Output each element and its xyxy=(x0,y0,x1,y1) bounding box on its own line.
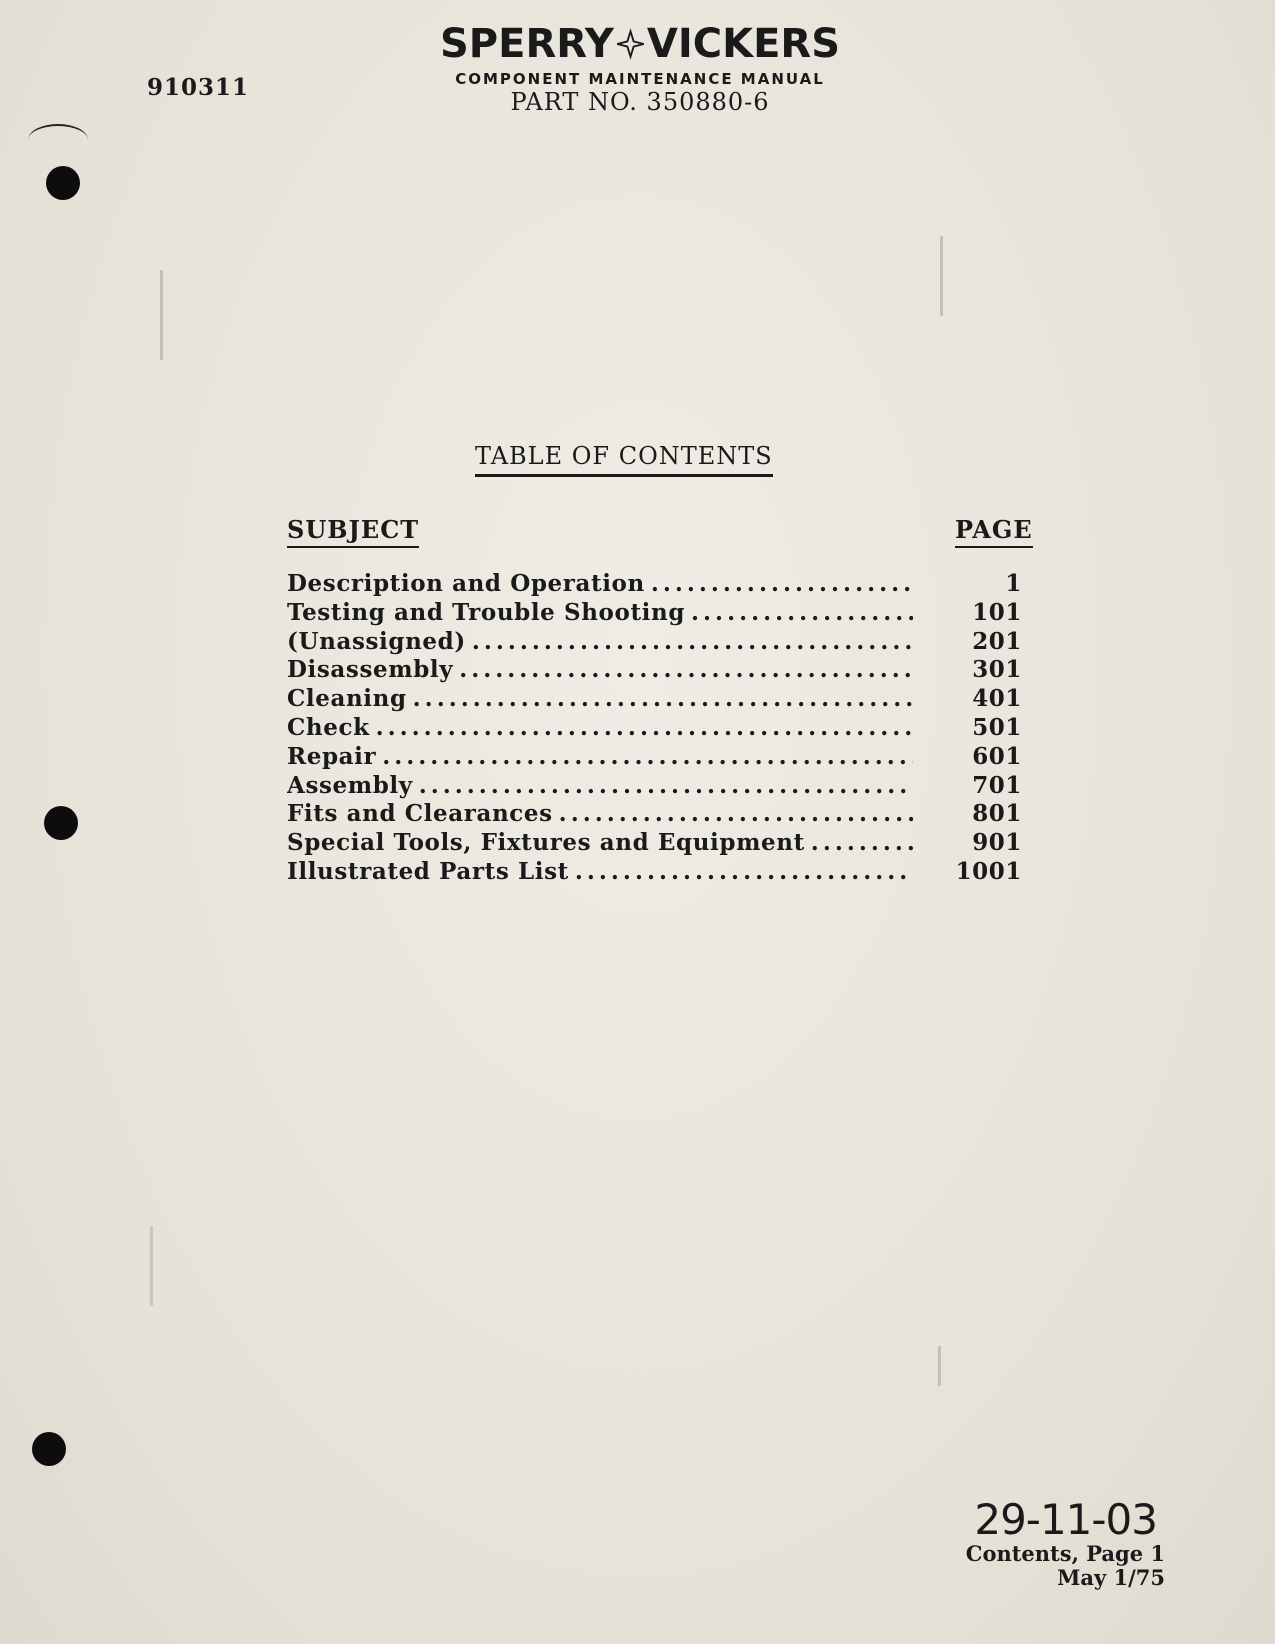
chapter-code: 29-11-03 xyxy=(974,1495,1157,1544)
toc-page-number: 1001 xyxy=(955,857,1022,885)
punch-hole-icon xyxy=(44,806,78,840)
toc-row xyxy=(287,628,1022,657)
punch-hole-icon xyxy=(46,166,80,200)
toc-subject: Testing and Trouble Shooting . . . xyxy=(287,599,913,626)
toc-subject: Cleaning . . . xyxy=(287,685,913,712)
toc-subject: Assembly . . . xyxy=(287,772,913,799)
toc-row xyxy=(287,829,1022,858)
toc-page-number: 1 xyxy=(1005,570,1022,597)
toc-row xyxy=(287,656,1022,685)
scan-artifact xyxy=(938,1346,941,1386)
manual-type: COMPONENT MAINTENANCE MANUAL xyxy=(455,70,825,88)
brand-logo xyxy=(440,22,840,66)
document-header xyxy=(440,22,840,116)
brand-star-icon xyxy=(616,22,645,66)
toc-row xyxy=(287,772,1022,801)
toc-row xyxy=(287,599,1022,628)
page-label: Contents, Page 1 xyxy=(965,1541,1165,1566)
toc-page-number: 601 xyxy=(972,742,1022,770)
part-number: PART NO. 350880-6 xyxy=(510,88,770,116)
toc-row xyxy=(287,800,1022,829)
toc-row xyxy=(287,570,1022,599)
toc-subject: Check . . . xyxy=(287,714,913,741)
toc-page-number: 801 xyxy=(972,800,1022,828)
toc-subject: Fits and Clearances . . . xyxy=(287,800,913,827)
toc-page-number: 901 xyxy=(972,829,1022,857)
revision-date: May 1/75 xyxy=(1057,1565,1165,1590)
toc-subject: (Unassigned) . . . xyxy=(287,628,913,655)
document-id: 910311 xyxy=(147,74,250,101)
binder-mark xyxy=(28,124,88,156)
toc-subject: Special Tools, Fixtures and Equipment . . . xyxy=(287,829,913,856)
toc-subject: Description and Operation . . . xyxy=(287,570,913,597)
toc-page-number: 201 xyxy=(972,627,1022,655)
punch-hole-icon xyxy=(32,1432,66,1466)
toc-page-number: 401 xyxy=(972,685,1022,713)
toc-page-number: 301 xyxy=(972,656,1022,684)
toc-subject: Repair . . . xyxy=(287,743,913,770)
page-header: PAGE xyxy=(955,515,1033,548)
scan-artifact xyxy=(940,236,943,316)
toc-row xyxy=(287,858,1022,887)
toc-page-number: 101 xyxy=(972,598,1022,626)
brand-left: SPERRY xyxy=(440,21,614,67)
toc-row xyxy=(287,743,1022,772)
toc-title: TABLE OF CONTENTS xyxy=(475,442,773,477)
toc-row xyxy=(287,714,1022,743)
subject-header: SUBJECT xyxy=(287,515,419,548)
scan-artifact xyxy=(150,1226,153,1306)
page-footer xyxy=(965,1495,1165,1590)
toc-list xyxy=(287,570,1022,887)
toc-subject: Illustrated Parts List . . . xyxy=(287,858,913,885)
toc-page-number: 701 xyxy=(972,771,1022,799)
toc-subject: Disassembly . . . xyxy=(287,656,913,683)
brand-right: VICKERS xyxy=(646,21,840,67)
toc-page-number: 501 xyxy=(972,713,1022,741)
scan-artifact xyxy=(160,270,163,360)
toc-row xyxy=(287,685,1022,714)
